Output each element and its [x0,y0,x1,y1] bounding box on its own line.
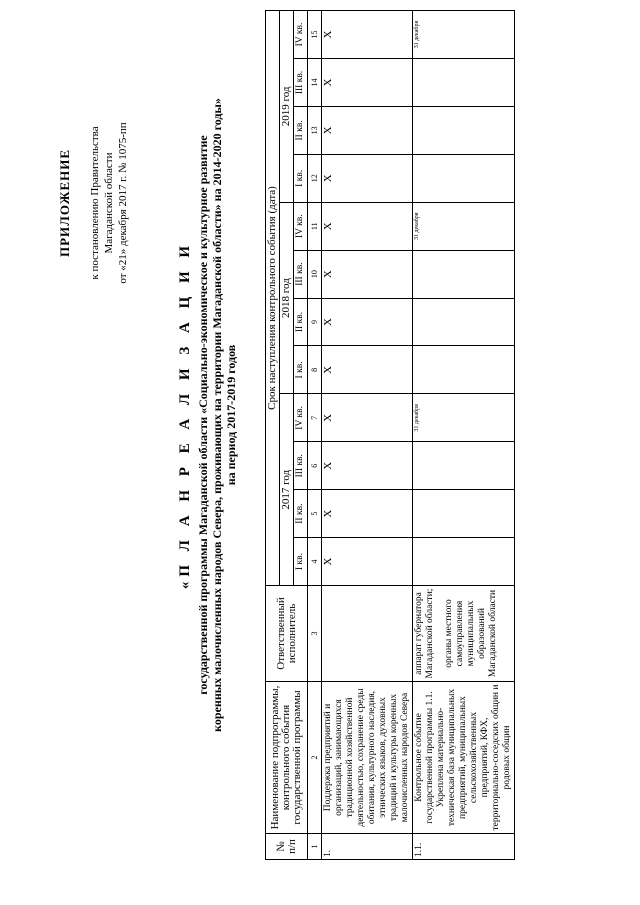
column-number: 11 [308,202,322,250]
quarter-cell: X [322,250,413,298]
quarter-cell [413,154,515,202]
header-quarter: IV кв. [294,394,308,442]
row-executor [413,586,515,682]
decree-date-line: от «21» декабря 2017 г. № 1075-пп [117,122,129,284]
column-numbers-row [308,11,322,860]
header-quarter: I кв. [294,538,308,586]
row-number: 1. [322,834,413,860]
quarter-cell: X [322,538,413,586]
quarter-cell-deadline: 31 декабря [413,11,515,59]
column-number: 7 [308,394,322,442]
title-heading: «П Л А Н Р Е А Л И З А Ц И И [177,240,193,590]
header-quarter: III кв. [294,250,308,298]
region-line: Магаданской области [103,152,115,254]
quarter-cell: X [322,346,413,394]
quarter-cell: X [322,154,413,202]
header-name: Наименование подпрограммы, контрольного события государственной программы [266,682,308,834]
row-name: Контрольное событие государственной программы 1.1. Укреплена материально-техническая база муниципальных предприятий, муниципальных сельскохозяйственных предприятий, КФХ, территориально-соседских общин и родовых общин [413,682,515,834]
document-title [178,75,238,755]
quarter-cell [413,59,515,107]
quarter-cell: X [322,298,413,346]
quarter-cell: X [322,11,413,59]
header-quarter: II кв. [294,298,308,346]
row-number: 1.1. [413,834,515,860]
header-executor: Ответственный исполнитель [266,586,308,682]
header-quarter: IV кв. [294,11,308,59]
appendix-header [58,38,130,368]
header-quarter: II кв. [294,106,308,154]
row-executor [322,586,413,682]
title-line-peoples: коренных малочисленных народов Севера, проживающих на территории Магаданской области» на 2014-2020 годы» [210,98,224,732]
quarter-cell: X [322,394,413,442]
quarter-cell [413,106,515,154]
header-quarter: IV кв. [294,202,308,250]
column-number: 9 [308,298,322,346]
column-number: 5 [308,490,322,538]
header-year-2019: 2019 год [280,11,294,203]
quarter-cell [413,298,515,346]
column-number: 6 [308,442,322,490]
column-number: 14 [308,59,322,107]
column-number: 2 [308,682,322,834]
quarter-cell [413,442,515,490]
column-number: 8 [308,346,322,394]
quarter-cell: X [322,59,413,107]
quarter-cell: X [322,106,413,154]
executor-governor-office: аппарат губернатора Магаданской области; [414,588,435,679]
row-name: Поддержка предприятий и организаций, занимающихся традиционной хозяйственной деятельностью, сохранение среды обитания, культурного наследия, этнических языков, духовных традиций и культуры коренных малочисленных народов Севера [322,682,413,834]
header-quarter: II кв. [294,490,308,538]
table-row [413,11,515,860]
column-number: 15 [308,11,322,59]
quarter-cell-deadline: 31 декабря [413,202,515,250]
header-year-2018: 2018 год [280,202,294,394]
header-quarter: I кв. [294,346,308,394]
quarter-cell [413,538,515,586]
table-header-row [266,11,280,860]
table-row [322,11,413,860]
title-line-program: государственной программы Магаданской области «Социально-экономическое и культурное развитие [196,135,210,695]
quarter-cell [413,250,515,298]
header-quarter: III кв. [294,59,308,107]
column-number: 4 [308,538,322,586]
quarter-cell: X [322,442,413,490]
header-quarter: III кв. [294,442,308,490]
implementation-plan-table [265,10,515,860]
title-line-period: на период 2017-2019 годов [224,344,238,486]
column-number: 13 [308,106,322,154]
executor-local-government: органы местного самоуправления муниципальных образований Магаданской области [444,589,498,678]
decree-line: к постановлению Правительства [89,126,101,280]
column-number: 1 [308,834,322,860]
column-number: 10 [308,250,322,298]
header-number: № п/п [266,834,308,860]
quarter-cell-deadline: 31 декабря [413,394,515,442]
header-term: Срок наступления контрольного события (дата) [266,11,280,586]
quarter-cell: X [322,490,413,538]
header-quarter: I кв. [294,154,308,202]
quarter-cell [413,490,515,538]
column-number: 3 [308,586,322,682]
appendix-label: ПРИЛОЖЕНИЕ [57,148,72,258]
column-number: 12 [308,154,322,202]
quarter-cell [413,346,515,394]
quarter-cell: X [322,202,413,250]
header-year-2017: 2017 год [280,394,294,586]
